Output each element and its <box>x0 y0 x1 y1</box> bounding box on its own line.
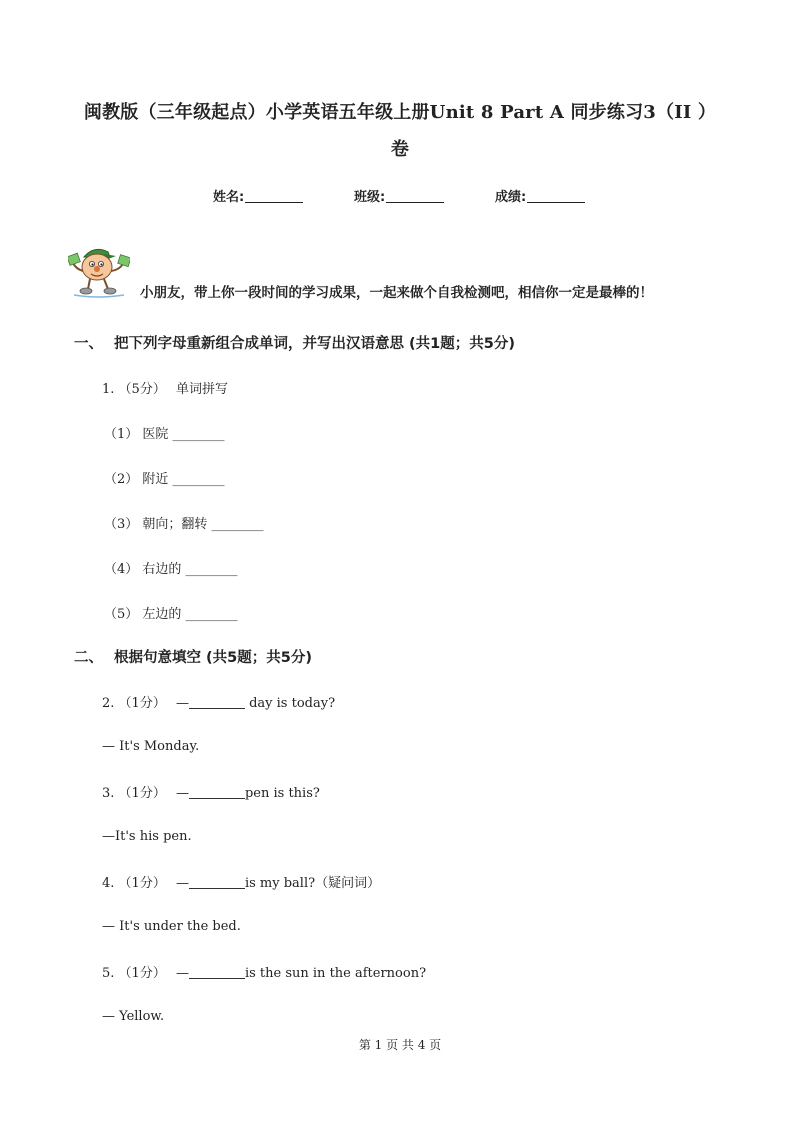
sub-question-1[interactable] <box>104 423 225 442</box>
dash: — <box>175 876 189 891</box>
sub-question-number: （3） <box>104 517 139 532</box>
exam-title-continued: 卷 <box>390 139 410 160</box>
sub-question-2[interactable] <box>104 468 225 487</box>
score-blank[interactable] <box>527 188 585 203</box>
section-1-number: 一、 <box>74 336 103 352</box>
question-number: 4. <box>102 876 115 891</box>
dash: — <box>175 966 189 981</box>
sub-question-text: 朝向；翻转 ________ <box>142 517 264 532</box>
sub-question-number: （1） <box>104 427 139 442</box>
question-number: 3. <box>102 786 115 801</box>
question-score: （1分） <box>118 786 166 801</box>
name-label: 姓名: <box>213 190 245 205</box>
section-2-number: 二、 <box>74 650 103 666</box>
section-1-heading <box>74 332 515 353</box>
question-3 <box>102 782 320 801</box>
score-label: 成绩: <box>495 190 527 205</box>
dash: — <box>175 696 189 711</box>
sub-question-text: 附近 ________ <box>142 472 225 487</box>
section-2-heading <box>74 646 312 667</box>
sub-question-3[interactable] <box>104 513 264 532</box>
question-text: day is today? <box>244 696 336 711</box>
question-2-answer: — It's Monday. <box>102 739 200 754</box>
sub-question-text: 左边的 ________ <box>142 607 238 622</box>
sub-question-number: （4） <box>104 562 139 577</box>
question-5-answer: — Yellow. <box>102 1009 165 1024</box>
question-4 <box>102 872 380 891</box>
answer-blank[interactable] <box>189 875 245 889</box>
question-text: is my ball?（疑问词） <box>244 876 381 891</box>
sub-question-4[interactable] <box>104 558 238 577</box>
sub-question-text: 医院 ________ <box>142 427 225 442</box>
class-field[interactable] <box>354 186 444 205</box>
answer-blank[interactable] <box>189 965 245 979</box>
class-blank[interactable] <box>386 188 444 203</box>
sub-question-number: （2） <box>104 472 139 487</box>
section-2-title: 根据句意填空 (共5题；共5分) <box>114 650 312 666</box>
question-score: （5分） <box>118 382 166 397</box>
question-number: 1. <box>102 382 115 397</box>
question-text: pen is this? <box>244 786 320 801</box>
question-5 <box>102 962 426 981</box>
dash: — <box>175 786 189 801</box>
question-number: 2. <box>102 696 115 711</box>
question-text: is the sun in the afternoon? <box>244 966 427 981</box>
question-number: 5. <box>102 966 115 981</box>
sub-question-5[interactable] <box>104 603 238 622</box>
question-4-answer: — It's under the bed. <box>102 919 241 934</box>
cartoon-boy-mascot-icon <box>68 243 130 299</box>
question-1 <box>102 378 228 397</box>
name-blank[interactable] <box>245 188 303 203</box>
section-1-title: 把下列字母重新组合成单词，并写出汉语意思 (共1题；共5分) <box>114 336 515 352</box>
score-field[interactable] <box>495 186 585 205</box>
class-label: 班级: <box>354 190 386 205</box>
question-score: （1分） <box>118 696 166 711</box>
question-text: 单词拼写 <box>175 382 228 397</box>
intro-text: 小朋友，带上你一段时间的学习成果，一起来做个自我检测吧，相信你一定是最棒的！ <box>140 285 653 301</box>
sub-question-text: 右边的 ________ <box>142 562 238 577</box>
question-3-answer: —It's his pen. <box>102 829 192 844</box>
sub-question-number: （5） <box>104 607 139 622</box>
answer-blank[interactable] <box>189 785 245 799</box>
page-footer: 第 1 页 共 4 页 <box>358 1038 442 1052</box>
question-score: （1分） <box>118 876 166 891</box>
name-field[interactable] <box>213 186 303 205</box>
answer-blank[interactable] <box>189 695 245 709</box>
question-score: （1分） <box>118 966 166 981</box>
exam-title: 闽教版（三年级起点）小学英语五年级上册Unit 8 Part A 同步练习3（II ） <box>83 102 717 123</box>
question-2 <box>102 692 335 711</box>
